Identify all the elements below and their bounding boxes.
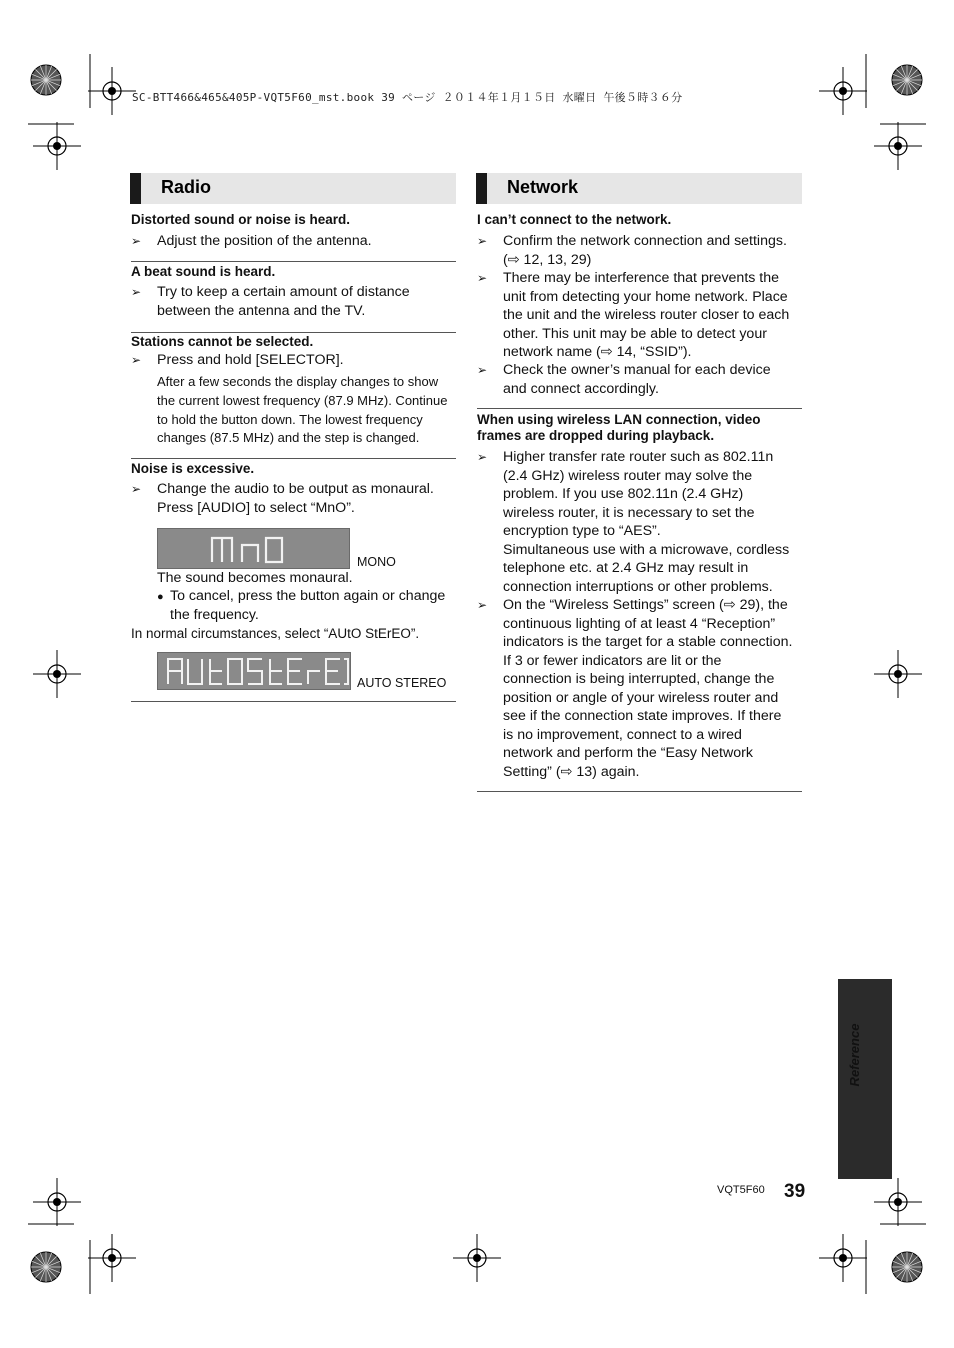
question-heading: Distorted sound or noise is heard. (131, 212, 351, 227)
question-heading: Stations cannot be selected. (131, 334, 314, 349)
arrowhead-icon: ➢ (131, 234, 142, 248)
arrowhead-icon: ➢ (477, 598, 488, 612)
note-text: After a few seconds the display changes to show the current lowest frequency (87.9 MHz). Continue to hold the button down. The lowest frequency changes (87.5 MHz) and the step is changed. (157, 374, 448, 446)
arrowhead-icon: ➢ (477, 450, 488, 464)
divider (131, 458, 456, 459)
document-code: VQT5F60 (717, 1184, 765, 1196)
result-text: The sound becomes monaural. (157, 570, 353, 586)
display-mono-image (157, 528, 350, 569)
display-label: AUTO STEREO (357, 676, 447, 690)
section-accent (130, 173, 141, 204)
dot-icon: ● (157, 591, 164, 603)
divider (131, 332, 456, 333)
divider (131, 261, 456, 262)
arrowhead-icon: ➢ (131, 482, 142, 496)
arrowhead-icon: ➢ (477, 363, 488, 377)
question-heading: A beat sound is heard. (131, 264, 276, 279)
display-auto-stereo-image (157, 652, 351, 690)
answer-item: ➢ Change the audio to be output as monaural. Press [AUDIO] to select “MnO”. (131, 481, 434, 516)
display-label: MONO (357, 555, 396, 569)
page-number: 39 (784, 1181, 806, 1202)
arrowhead-icon: ➢ (477, 234, 488, 248)
answer-item: ➢ Try to keep a certain amount of distance between the antenna and the TV. (131, 284, 410, 319)
print-header: SC-BTT466&465&405P-VQT5F60_mst.book 39 ページ ２０１４年１月１５日 水曜日 午後５時３６分 (132, 91, 683, 104)
divider (131, 701, 456, 702)
bullet-item: ● To cancel, press the button again or change the frequency. (157, 588, 446, 623)
section-title: Radio (161, 177, 212, 197)
radio-section-header (130, 173, 456, 204)
question-heading: I can’t connect to the network. (477, 212, 672, 227)
divider (477, 791, 802, 792)
network-section-header (476, 173, 802, 204)
arrowhead-icon: ➢ (477, 271, 488, 285)
arrowhead-icon: ➢ (131, 285, 142, 299)
question-heading: When using wireless LAN connection, video frames are dropped during playback. (477, 412, 761, 443)
section-accent (476, 173, 487, 204)
side-tab-label: Reference (847, 1023, 862, 1087)
arrowhead-icon: ➢ (131, 353, 142, 367)
normal-text: In normal circumstances, select “AUtO StErEO”. (131, 626, 420, 641)
section-title: Network (507, 177, 579, 197)
question-heading: Noise is excessive. (131, 461, 255, 476)
divider (477, 408, 802, 409)
